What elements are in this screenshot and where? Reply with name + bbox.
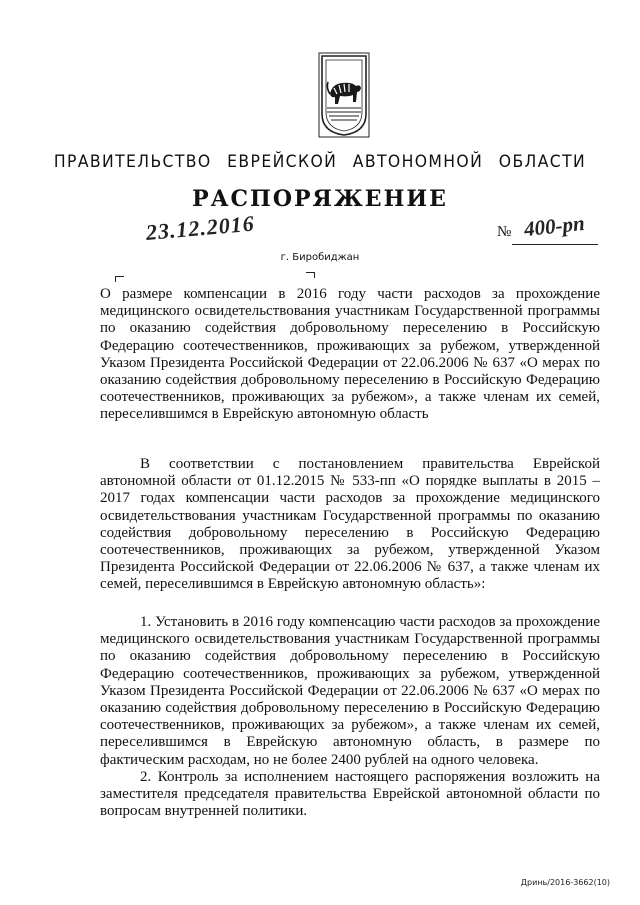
preamble [100,456,600,594]
handwritten-date: 23.12.2016 [144,210,256,245]
preamble-text: В соответствии с постановлением правительства Еврейской автономной области от 01.12.2015 № 533-пп «О порядке выплаты в 2015 – 2017 годах компенсации части расходов за прохождение медицинского освидетельствования участникам Государственной программы по оказанию содействия добровольному переселению в Российскую Федерацию соотечественников, проживающих за рубежом, утвержденной Указом Президента Российской Федерации от 22.06.2006 № 637, а также членам их семей, переселившимся в Еврейскую автономную область»: [100,456,600,593]
coat-of-arms-icon [318,52,370,138]
number-prefix: № [497,224,512,240]
order-items [100,614,600,820]
government-title: ПРАВИТЕЛЬСТВО ЕВРЕЙСКОЙ АВТОНОМНОЙ ОБЛАСТИ [53,152,587,172]
city-label: г. Биробиджан [280,252,360,263]
handwritten-number: 400-рп [522,210,586,242]
order-item: 1. Установить в 2016 году компенсацию части расходов за прохождение медицинского освидетельствования участникам Государственной программы по оказанию содействия добровольному переселению в Российскую Федерацию соотечественников, проживающих за рубежом, утвержденной Указом Президента Российской Федерации от 22.06.2006 № 637 «О мерах по оказанию содействия добровольному переселению в Российскую Федерацию соотечественников, проживающих за рубежом», а также членам их семей, переселившимся в Еврейскую автономную область, в размере по фактическим расходам, но не более 2400 рублей на одного человека. [100,614,600,768]
footer-code: Дринь/2016-3662(10) [520,878,610,887]
title-corner-left [115,276,124,282]
number-underline [512,244,598,245]
document-title: О размере компенсации в 2016 году части расходов за прохождение медицинского освидетельствования участникам Государственной программы по оказанию содействия добровольному переселению в Российскую Федерацию соотечественников, проживающих за рубежом, утвержденной Указом Президента Российской Федерации от 22.06.2006 № 637 «О мерах по оказанию содействия добровольному переселению в Российскую Федерацию соотечественников, проживающих за рубежом», а также членам их семей, переселившимся в Еврейскую автономную область [100,286,600,423]
order-item: 2. Контроль за исполнением настоящего распоряжения возложить на заместителя председателя правительства Еврейской автономной области по вопросам внутренней политики. [100,768,600,820]
title-corner-right [306,272,315,278]
document-type-heading: РАСПОРЯЖЕНИЕ [192,186,448,212]
